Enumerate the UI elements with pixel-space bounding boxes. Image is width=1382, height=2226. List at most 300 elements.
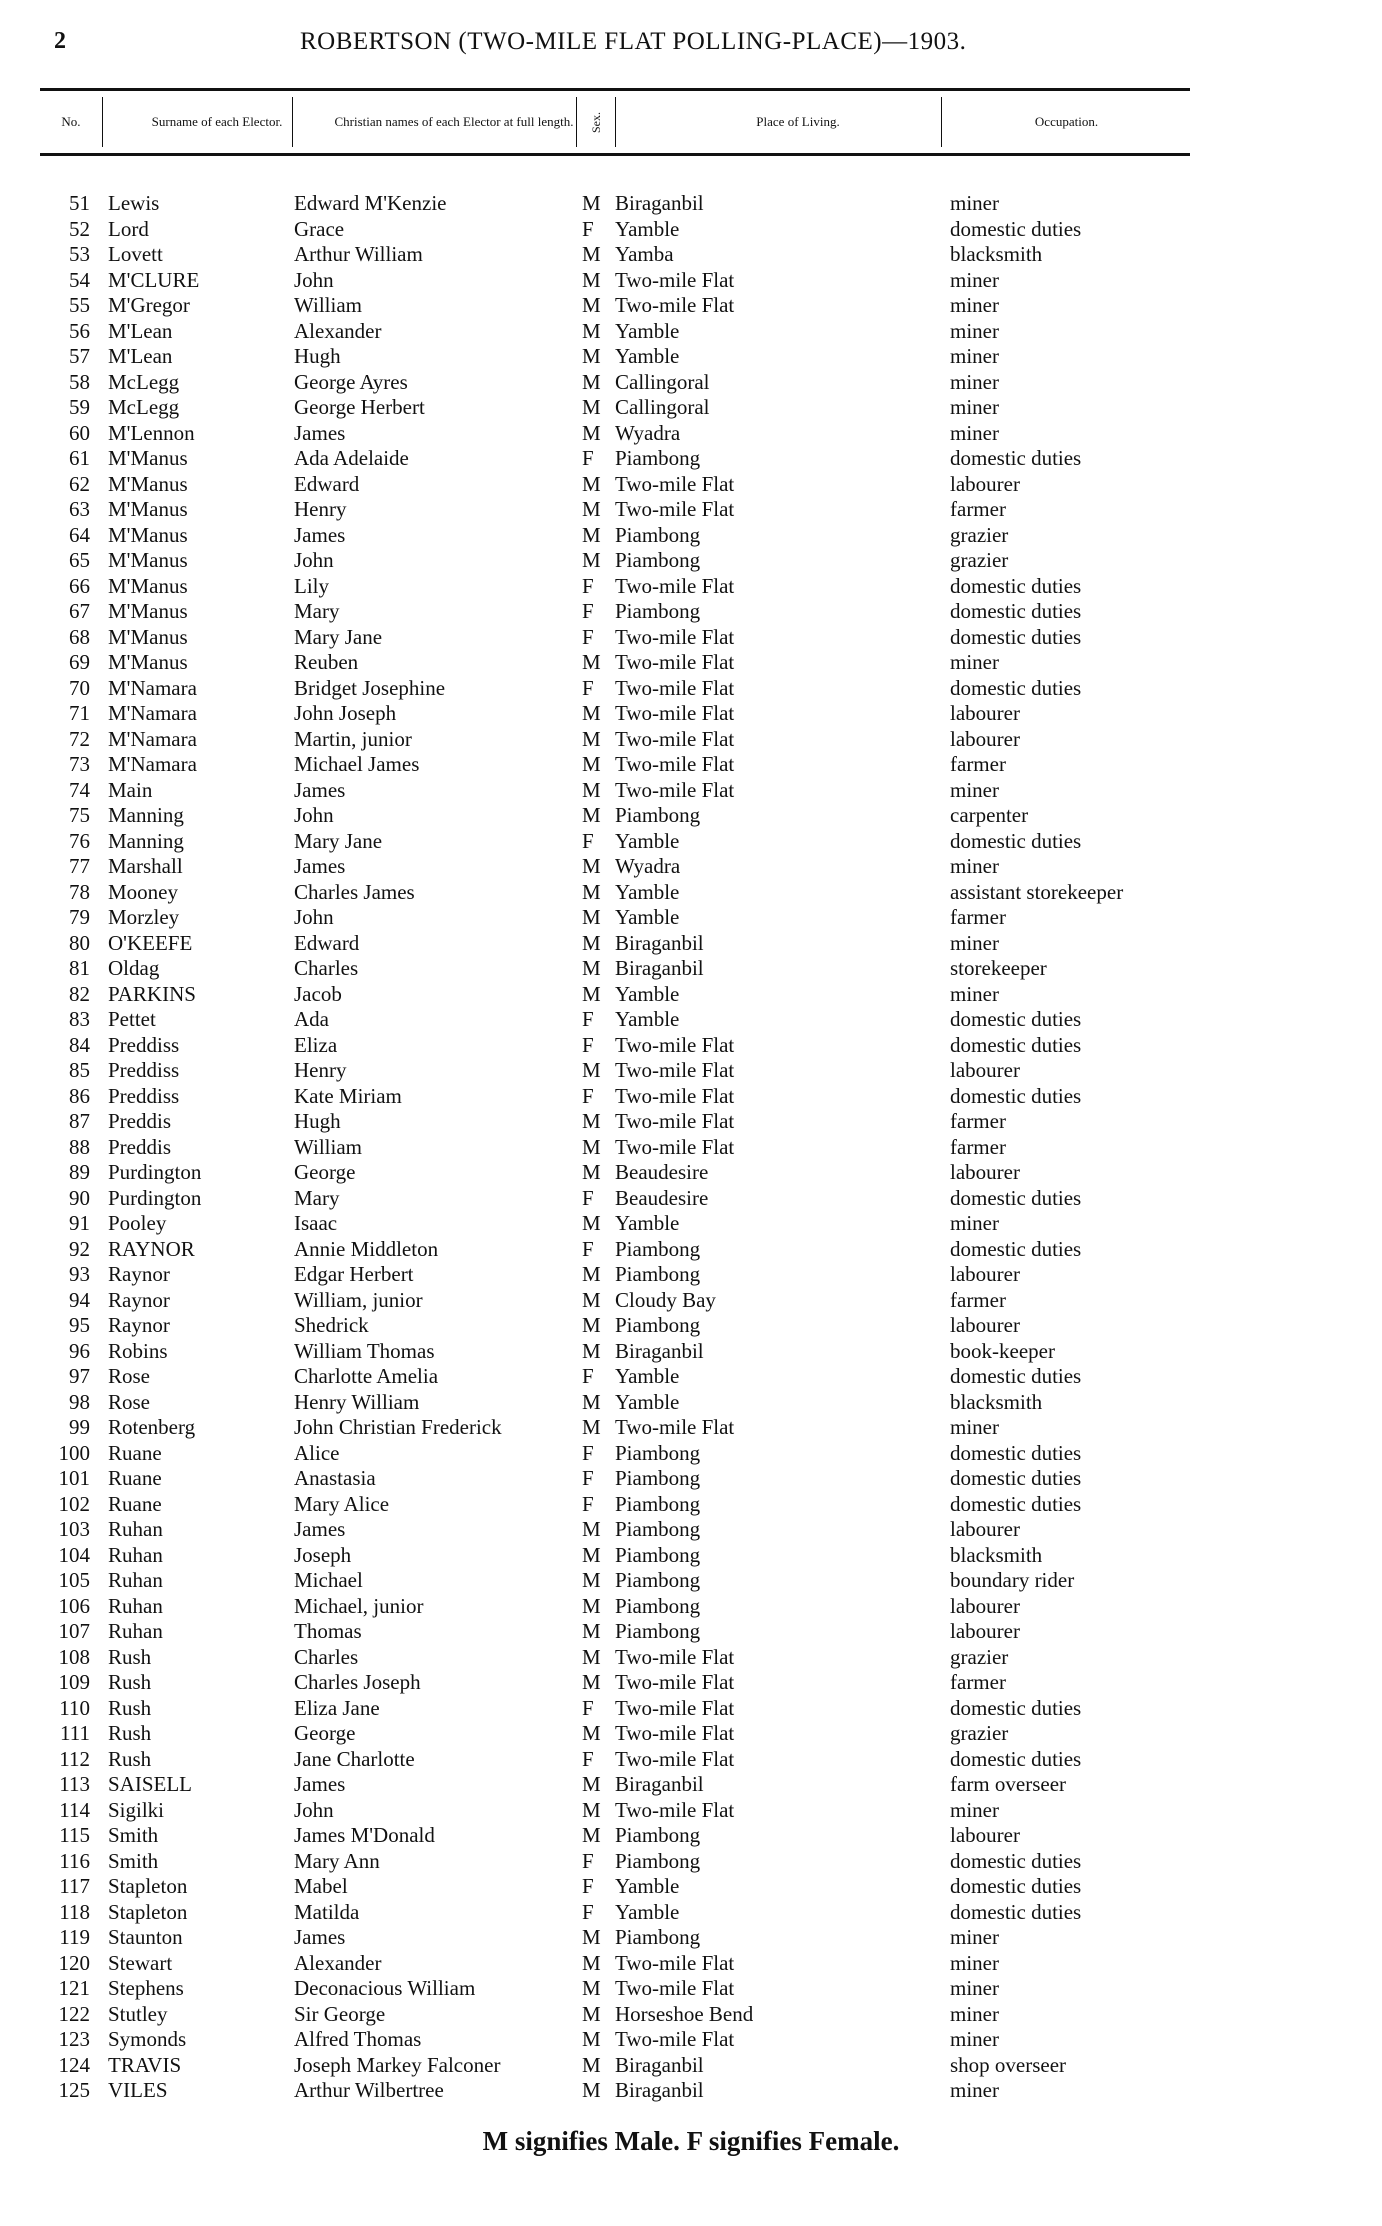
table-row: [0, 1696, 1382, 1722]
elector-sex: M: [582, 1160, 601, 1184]
table-row: [0, 293, 1382, 319]
elector-number: 116: [59, 1848, 90, 1873]
elector-occupation: domestic duties: [950, 216, 1082, 241]
elector-sex: M: [582, 726, 601, 751]
elector-place: Biraganbil: [615, 1772, 704, 1796]
elector-surname: M'Manus: [108, 522, 188, 547]
elector-sex: F: [582, 1695, 594, 1720]
elector-sex: F: [582, 1874, 594, 1898]
table-row: [0, 1772, 1382, 1798]
table-row: [0, 574, 1382, 600]
elector-surname: M'Manus: [108, 573, 188, 598]
elector-surname: Morzley: [108, 905, 180, 929]
elector-christian-names: James: [294, 1772, 346, 1796]
elector-place: Yamble: [615, 1389, 680, 1414]
elector-sex: F: [582, 828, 594, 853]
header-sex: Sex.: [589, 111, 603, 133]
elector-surname: Pooley: [108, 1211, 167, 1235]
elector-number: 108: [58, 1644, 90, 1669]
elector-occupation: assistant storekeeper: [950, 879, 1124, 904]
elector-occupation: domestic duties: [950, 1899, 1082, 1924]
elector-surname: SAISELL: [108, 1772, 192, 1796]
elector-surname: Staunton: [108, 1925, 183, 1949]
elector-christian-names: Mary: [294, 599, 340, 623]
elector-surname: Rose: [108, 1364, 150, 1388]
elector-occupation: domestic duties: [950, 1848, 1082, 1873]
elector-occupation: blacksmith: [950, 1542, 1043, 1567]
elector-place: Biraganbil: [615, 191, 704, 215]
elector-sex: M: [582, 1517, 601, 1541]
elector-number: 67: [69, 599, 90, 623]
elector-surname: M'Manus: [108, 471, 188, 496]
table-row: [0, 752, 1382, 778]
elector-surname: Preddis: [108, 1134, 171, 1159]
elector-occupation: labourer: [950, 1058, 1020, 1082]
elector-christian-names: Hugh: [294, 1109, 341, 1133]
elector-sex: M: [582, 471, 601, 496]
elector-christian-names: William: [294, 1134, 362, 1159]
elector-surname: VILES: [108, 2078, 168, 2102]
elector-sex: M: [582, 752, 601, 776]
elector-number: 79: [69, 905, 90, 929]
table-row: [0, 1721, 1382, 1747]
table-row: [0, 829, 1382, 855]
table-row: [0, 1007, 1382, 1033]
elector-place: Beaudesire: [615, 1160, 709, 1184]
header-christian-names: Christian names of each Elector at full length.: [334, 114, 574, 129]
table-row: [0, 319, 1382, 345]
elector-sex: M: [582, 318, 601, 343]
elector-surname: Preddis: [108, 1109, 171, 1133]
elector-occupation: miner: [950, 930, 999, 955]
elector-number: 97: [69, 1364, 90, 1388]
elector-place: Callingoral: [615, 395, 710, 419]
table-row: [0, 1849, 1382, 1875]
elector-occupation: miner: [950, 1797, 999, 1822]
table-row: [0, 1262, 1382, 1288]
elector-place: Yamble: [615, 879, 680, 904]
elector-surname: Marshall: [108, 854, 183, 878]
elector-christian-names: Mary Jane: [294, 624, 383, 649]
elector-place: Two-mile Flat: [615, 1746, 735, 1771]
elector-christian-names: James M'Donald: [294, 1823, 435, 1847]
elector-surname: Mooney: [108, 879, 178, 904]
elector-occupation: miner: [950, 2001, 999, 2026]
elector-number: 75: [69, 803, 90, 827]
elector-sex: M: [582, 1415, 601, 1439]
elector-surname: Ruhan: [108, 1619, 163, 1643]
elector-number: 88: [69, 1134, 90, 1159]
elector-surname: Sigilki: [108, 1797, 165, 1822]
elector-occupation: farm overseer: [950, 1772, 1067, 1796]
elector-number: 96: [69, 1338, 90, 1363]
elector-place: Two-mile Flat: [615, 726, 735, 751]
elector-number: 112: [59, 1746, 90, 1771]
elector-occupation: miner: [950, 777, 999, 802]
elector-number: 66: [69, 573, 90, 598]
table-row: [0, 905, 1382, 931]
table-row: [0, 344, 1382, 370]
elector-sex: M: [582, 1338, 601, 1363]
header-occupation: Occupation.: [1034, 114, 1099, 129]
elector-number: 61: [69, 446, 90, 470]
elector-christian-names: Jane Charlotte: [294, 1746, 415, 1771]
elector-occupation: miner: [950, 293, 999, 317]
elector-number: 113: [59, 1772, 90, 1796]
elector-sex: F: [582, 599, 594, 623]
elector-sex: M: [582, 1211, 601, 1235]
elector-sex: F: [582, 1899, 594, 1924]
elector-occupation: carpenter: [950, 803, 1029, 827]
elector-sex: M: [582, 803, 601, 827]
elector-surname: Preddiss: [108, 1058, 180, 1082]
elector-sex: F: [582, 446, 594, 470]
elector-surname: TRAVIS: [108, 2052, 182, 2077]
elector-place: Two-mile Flat: [615, 1644, 735, 1669]
elector-occupation: miner: [950, 369, 999, 394]
elector-sex: M: [582, 2078, 601, 2102]
elector-place: Two-mile Flat: [615, 293, 735, 317]
elector-number: 115: [59, 1823, 90, 1847]
table-row: [0, 625, 1382, 651]
elector-christian-names: Michael: [294, 1568, 363, 1592]
elector-number: 59: [69, 395, 90, 419]
table-row: [0, 268, 1382, 294]
table-row: [0, 1594, 1382, 1620]
elector-place: Piambong: [615, 803, 701, 827]
elector-christian-names: Charlotte Amelia: [294, 1364, 439, 1388]
elector-place: Two-mile Flat: [615, 1134, 735, 1159]
elector-number: 103: [58, 1517, 90, 1541]
elector-christian-names: John: [294, 548, 334, 572]
table-row: [0, 701, 1382, 727]
elector-number: 78: [69, 879, 90, 904]
elector-sex: M: [582, 2052, 601, 2077]
elector-number: 57: [69, 344, 90, 368]
elector-place: Piambong: [615, 1542, 701, 1567]
elector-place: Piambong: [615, 1593, 701, 1618]
elector-place: Biraganbil: [615, 930, 704, 955]
elector-place: Two-mile Flat: [615, 267, 735, 292]
table-row: [0, 931, 1382, 957]
elector-place: Piambong: [615, 522, 701, 547]
elector-sex: M: [582, 1772, 601, 1796]
elector-sex: M: [582, 2001, 601, 2026]
elector-number: 72: [69, 726, 90, 751]
elector-sex: M: [582, 344, 601, 368]
elector-christian-names: Michael James: [294, 752, 420, 776]
elector-surname: Symonds: [108, 2027, 187, 2051]
elector-occupation: blacksmith: [950, 1389, 1043, 1414]
elector-number: 73: [69, 752, 90, 776]
elector-place: Piambong: [615, 1517, 701, 1541]
elector-christian-names: Arthur Wilbertree: [294, 2078, 444, 2102]
elector-sex: M: [582, 1568, 601, 1592]
elector-place: Two-mile Flat: [615, 675, 735, 700]
elector-surname: Rotenberg: [108, 1415, 196, 1439]
elector-sex: M: [582, 395, 601, 419]
table-row: [0, 1747, 1382, 1773]
elector-number: 60: [69, 420, 90, 445]
elector-surname: Stapleton: [108, 1874, 188, 1898]
table-row: [0, 1874, 1382, 1900]
table-row: [0, 1058, 1382, 1084]
elector-number: 117: [59, 1874, 90, 1898]
header-sex-cell: [578, 91, 614, 153]
elector-place: Piambong: [615, 1262, 701, 1286]
elector-occupation: miner: [950, 1950, 999, 1975]
table-row: [0, 472, 1382, 498]
table-row: [0, 956, 1382, 982]
elector-surname: O'KEEFE: [108, 930, 193, 955]
table-row: [0, 982, 1382, 1008]
elector-occupation: miner: [950, 854, 999, 878]
elector-sex: F: [582, 1466, 594, 1490]
elector-christian-names: Anastasia: [294, 1466, 376, 1490]
elector-occupation: miner: [950, 2078, 999, 2102]
elector-place: Two-mile Flat: [615, 1976, 735, 2000]
elector-sex: M: [582, 1644, 601, 1669]
elector-christian-names: Charles James: [294, 879, 415, 904]
elector-christian-names: Mabel: [294, 1874, 348, 1898]
elector-place: Piambong: [615, 548, 701, 572]
elector-number: 87: [69, 1109, 90, 1133]
elector-number: 120: [58, 1950, 90, 1975]
elector-sex: F: [582, 1746, 594, 1771]
elector-occupation: domestic duties: [950, 1185, 1082, 1210]
elector-sex: M: [582, 1542, 601, 1567]
table-row: [0, 2002, 1382, 2028]
table-row: [0, 370, 1382, 396]
elector-christian-names: William, junior: [294, 1287, 423, 1312]
header-place: Place of Living.: [756, 114, 840, 129]
elector-surname: Purdington: [108, 1185, 202, 1210]
elector-sex: M: [582, 1976, 601, 2000]
table-row: [0, 727, 1382, 753]
elector-christian-names: William Thomas: [294, 1338, 435, 1363]
elector-occupation: book-keeper: [950, 1338, 1055, 1363]
elector-occupation: farmer: [950, 752, 1006, 776]
elector-occupation: labourer: [950, 1313, 1020, 1337]
elector-number: 70: [69, 675, 90, 700]
table-row: [0, 1798, 1382, 1824]
table-row: [0, 854, 1382, 880]
elector-surname: Lewis: [108, 191, 160, 215]
elector-occupation: farmer: [950, 497, 1006, 521]
elector-occupation: labourer: [950, 1619, 1020, 1643]
elector-occupation: miner: [950, 191, 999, 215]
elector-number: 80: [69, 930, 90, 955]
elector-sex: M: [582, 1619, 601, 1643]
table-row: [0, 2053, 1382, 2079]
elector-occupation: miner: [950, 1976, 999, 2000]
elector-christian-names: Edward: [294, 471, 360, 496]
elector-surname: McLegg: [108, 369, 180, 394]
elector-occupation: grazier: [950, 1721, 1009, 1745]
elector-christian-names: Jacob: [294, 981, 342, 1006]
elector-christian-names: Matilda: [294, 1899, 360, 1924]
elector-christian-names: Sir George: [294, 2001, 386, 2026]
elector-occupation: domestic duties: [950, 675, 1082, 700]
elector-surname: M'Manus: [108, 446, 188, 470]
table-row: [0, 676, 1382, 702]
elector-number: 65: [69, 548, 90, 572]
elector-place: Two-mile Flat: [615, 624, 735, 649]
elector-christian-names: John: [294, 1797, 334, 1822]
elector-christian-names: Ada Adelaide: [294, 446, 409, 470]
elector-christian-names: Lily: [294, 573, 329, 598]
elector-surname: Rush: [108, 1746, 152, 1771]
table-row: [0, 1033, 1382, 1059]
elector-place: Wyadra: [615, 854, 681, 878]
elector-christian-names: James: [294, 522, 346, 547]
elector-surname: M'Namara: [108, 726, 197, 751]
elector-sex: M: [582, 1593, 601, 1618]
elector-surname: Stephens: [108, 1976, 184, 2000]
elector-number: 64: [69, 522, 90, 547]
elector-number: 91: [69, 1211, 90, 1235]
table-row: [0, 1390, 1382, 1416]
table-row: [0, 1211, 1382, 1237]
elector-occupation: miner: [950, 1415, 999, 1439]
elector-sex: M: [582, 1925, 601, 1949]
elector-sex: M: [582, 956, 601, 980]
elector-christian-names: James: [294, 1925, 346, 1949]
elector-surname: M'Manus: [108, 497, 188, 521]
elector-place: Callingoral: [615, 369, 710, 394]
elector-surname: Raynor: [108, 1287, 170, 1312]
elector-number: 52: [69, 216, 90, 241]
elector-place: Two-mile Flat: [615, 1032, 735, 1057]
table-row: [0, 446, 1382, 472]
elector-christian-names: Henry: [294, 1058, 347, 1082]
table-row: [0, 1160, 1382, 1186]
elector-surname: Stapleton: [108, 1899, 188, 1924]
elector-christian-names: Isaac: [294, 1211, 338, 1235]
table-row: [0, 1415, 1382, 1441]
elector-sex: M: [582, 369, 601, 394]
elector-number: 93: [69, 1262, 90, 1286]
table-row: [0, 548, 1382, 574]
elector-place: Two-mile Flat: [615, 1083, 735, 1108]
elector-sex: M: [582, 522, 601, 547]
elector-place: Two-mile Flat: [615, 1058, 735, 1082]
elector-christian-names: Alfred Thomas: [294, 2027, 422, 2051]
elector-christian-names: Joseph: [294, 1542, 352, 1567]
elector-sex: M: [582, 777, 601, 802]
elector-occupation: boundary rider: [950, 1568, 1075, 1592]
elector-number: 68: [69, 624, 90, 649]
footer-legend: M signifies Male. F signifies Female.: [482, 2126, 900, 2156]
elector-sex: F: [582, 624, 594, 649]
header-surname: Surname of each Elector.: [151, 114, 283, 129]
elector-surname: M'Namara: [108, 701, 197, 725]
elector-surname: M'Manus: [108, 599, 188, 623]
elector-christian-names: George Herbert: [294, 395, 425, 419]
elector-sex: M: [582, 879, 601, 904]
elector-number: 76: [69, 828, 90, 853]
elector-sex: M: [582, 497, 601, 521]
elector-christian-names: Martin, junior: [294, 726, 412, 751]
elector-surname: Smith: [108, 1823, 159, 1847]
elector-sex: F: [582, 1083, 594, 1108]
elector-occupation: labourer: [950, 1823, 1020, 1847]
elector-occupation: miner: [950, 1211, 999, 1235]
elector-occupation: grazier: [950, 548, 1009, 572]
elector-christian-names: Alice: [294, 1440, 340, 1465]
elector-place: Wyadra: [615, 420, 681, 445]
elector-surname: Manning: [108, 803, 184, 827]
elector-place: Cloudy Bay: [615, 1287, 716, 1312]
elector-christian-names: Alexander: [294, 1950, 382, 1975]
elector-surname: Purdington: [108, 1160, 202, 1184]
elector-christian-names: Mary Alice: [294, 1491, 390, 1516]
elector-occupation: labourer: [950, 726, 1020, 751]
table-row: [0, 1645, 1382, 1671]
elector-number: 99: [69, 1415, 90, 1439]
elector-place: Two-mile Flat: [615, 1797, 735, 1822]
elector-christian-names: Henry William: [294, 1389, 420, 1414]
elector-occupation: miner: [950, 344, 999, 368]
elector-occupation: grazier: [950, 1644, 1009, 1669]
elector-christian-names: James: [294, 420, 346, 445]
elector-christian-names: Bridget Josephine: [294, 675, 446, 700]
elector-place: Yamble: [615, 344, 680, 368]
elector-number: 83: [69, 1007, 90, 1031]
elector-sex: M: [582, 1950, 601, 1975]
elector-place: Two-mile Flat: [615, 1415, 735, 1439]
elector-place: Two-mile Flat: [615, 2027, 735, 2051]
elector-sex: M: [582, 1313, 601, 1337]
table-row: [0, 1951, 1382, 1977]
elector-christian-names: James: [294, 1517, 346, 1541]
elector-number: 109: [58, 1670, 90, 1694]
elector-place: Yamble: [615, 1899, 680, 1924]
elector-place: Two-mile Flat: [615, 573, 735, 598]
table-row: [0, 1925, 1382, 1951]
elector-christian-names: Annie Middleton: [294, 1236, 439, 1261]
page-title: ROBERTSON (TWO-MILE FLAT POLLING-PLACE)—1903.: [300, 28, 967, 55]
elector-place: Beaudesire: [615, 1185, 709, 1210]
table-header: [40, 88, 1190, 156]
elector-occupation: domestic duties: [950, 1032, 1082, 1057]
table-row: [0, 1084, 1382, 1110]
elector-place: Yamble: [615, 1007, 680, 1031]
elector-place: Biraganbil: [615, 2078, 704, 2102]
elector-occupation: grazier: [950, 522, 1009, 547]
elector-occupation: labourer: [950, 1593, 1020, 1618]
elector-surname: Rose: [108, 1389, 150, 1414]
elector-christian-names: Shedrick: [294, 1313, 369, 1337]
elector-sex: M: [582, 1287, 601, 1312]
table-row: [0, 497, 1382, 523]
elector-surname: Stewart: [108, 1950, 173, 1975]
elector-sex: M: [582, 1262, 601, 1286]
elector-christian-names: Eliza Jane: [294, 1695, 380, 1720]
elector-number: 110: [59, 1695, 90, 1720]
table-row: [0, 880, 1382, 906]
elector-number: 51: [69, 191, 90, 215]
elector-number: 71: [69, 701, 90, 725]
elector-number: 94: [69, 1287, 90, 1312]
elector-sex: M: [582, 1721, 601, 1745]
elector-number: 102: [58, 1491, 90, 1516]
elector-occupation: domestic duties: [950, 1440, 1082, 1465]
elector-christian-names: John Joseph: [294, 701, 397, 725]
elector-surname: Ruane: [108, 1491, 162, 1516]
elector-surname: Ruane: [108, 1466, 162, 1490]
elector-surname: M'Manus: [108, 650, 188, 674]
